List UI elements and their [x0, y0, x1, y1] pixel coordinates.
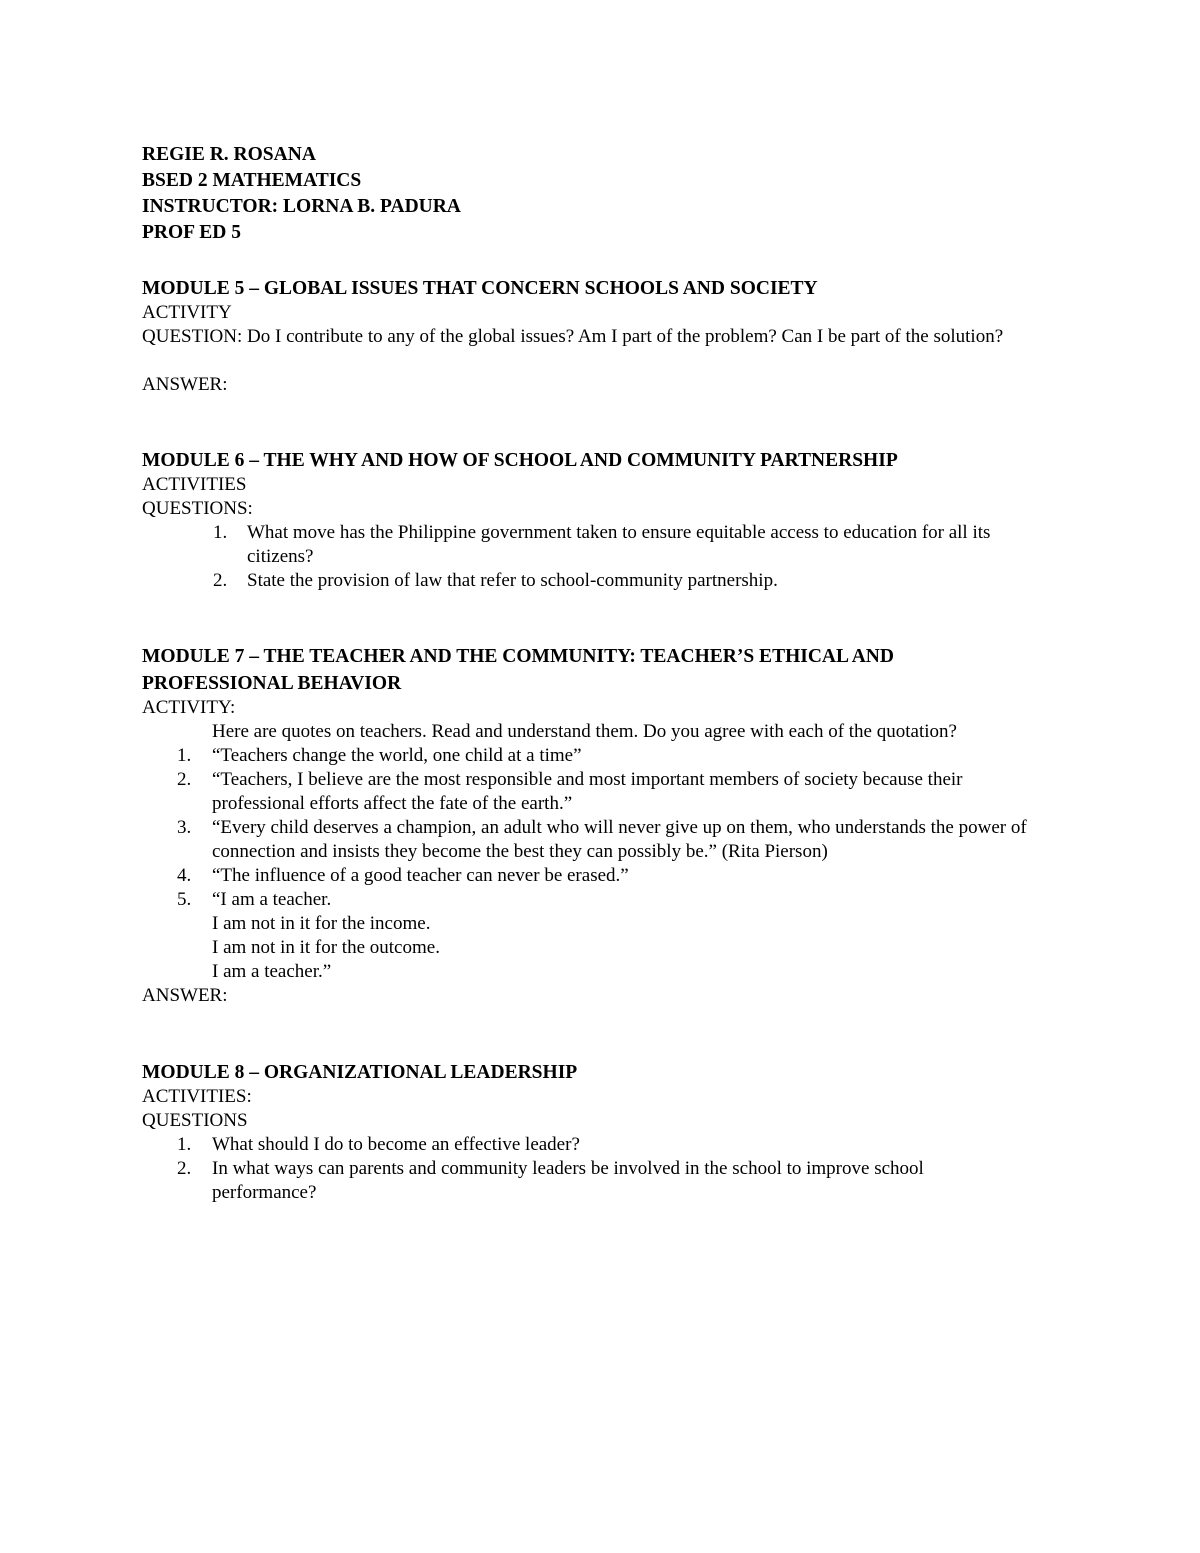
list-number: 1.: [213, 522, 228, 543]
quote-item: [177, 744, 1082, 768]
quote-text-continued: I am a teacher.”: [212, 961, 332, 982]
list-number: 1.: [177, 1134, 192, 1155]
module-7-title-line-1: MODULE 7 – THE TEACHER AND THE COMMUNITY: TEACHER’S ETHICAL AND: [142, 646, 894, 667]
quote-text-continued: I am not in it for the outcome.: [212, 937, 440, 958]
quote-text: “Teachers, I believe are the most responsible and most important members of society because their: [212, 769, 963, 790]
list-item-text: What should I do to become an effective leader?: [212, 1134, 580, 1155]
list-item-text: In what ways can parents and community leaders be involved in the school to improve school: [212, 1158, 924, 1179]
module-8-activities-label: ACTIVITIES:: [142, 1086, 252, 1107]
list-number: 2.: [177, 769, 192, 790]
list-item: [177, 1133, 1082, 1157]
instructor: INSTRUCTOR: LORNA B. PADURA: [142, 196, 461, 217]
quote-item: [177, 888, 1082, 984]
quote-text-continued: I am not in it for the income.: [212, 913, 431, 934]
list-number: 3.: [177, 817, 192, 838]
quote-item: [177, 864, 1082, 888]
module-5-section: [142, 277, 1082, 397]
list-item: [177, 1157, 1082, 1205]
quote-text-continued: connection and insists they become the best they can possibly be.” (Rita Pierson): [212, 841, 828, 862]
quote-text: “The influence of a good teacher can never be erased.”: [212, 865, 629, 886]
module-5-activity-label: ACTIVITY: [142, 302, 232, 323]
list-number: 4.: [177, 865, 192, 886]
quote-text: “Every child deserves a champion, an adult who will never give up on them, who understands the power of: [212, 817, 1027, 838]
quote-text: “I am a teacher.: [212, 889, 332, 910]
module-7-intro: Here are quotes on teachers. Read and understand them. Do you agree with each of the quotation?: [212, 721, 957, 742]
module-6-title: MODULE 6 – THE WHY AND HOW OF SCHOOL AND COMMUNITY PARTNERSHIP: [142, 450, 898, 471]
module-6-questions-label: QUESTIONS:: [142, 498, 253, 519]
list-item-text: What move has the Philippine government taken to ensure equitable access to education for all its: [247, 522, 991, 543]
module-8-questions-label: QUESTIONS: [142, 1110, 248, 1131]
list-item-text: State the provision of law that refer to school-community partnership.: [247, 570, 778, 591]
course: BSED 2 MATHEMATICS: [142, 170, 362, 191]
module-7-section: [142, 645, 1082, 1008]
module-8-title: MODULE 8 – ORGANIZATIONAL LEADERSHIP: [142, 1062, 578, 1083]
student-name: REGIE R. ROSANA: [142, 144, 316, 165]
list-item: [213, 521, 1082, 569]
quote-item: [177, 768, 1082, 816]
subject: PROF ED 5: [142, 222, 241, 243]
module-7-answer-label: ANSWER:: [142, 985, 228, 1006]
list-number: 1.: [177, 745, 192, 766]
module-8-section: [142, 1061, 1082, 1205]
list-number: 5.: [177, 889, 192, 910]
module-7-title-line-2: PROFESSIONAL BEHAVIOR: [142, 673, 402, 694]
list-item-text-continued: performance?: [212, 1182, 317, 1203]
quote-text-continued: professional efforts affect the fate of the earth.”: [212, 793, 573, 814]
list-number: 2.: [213, 570, 228, 591]
quote-text: “Teachers change the world, one child at a time”: [212, 745, 582, 766]
student-header: [142, 143, 1082, 247]
module-5-answer-label: ANSWER:: [142, 374, 228, 395]
module-5-title: MODULE 5 – GLOBAL ISSUES THAT CONCERN SCHOOLS AND SOCIETY: [142, 278, 818, 299]
module-6-section: [142, 449, 1082, 593]
list-item-text-continued: citizens?: [247, 546, 314, 567]
module-7-activity-label: ACTIVITY:: [142, 697, 236, 718]
module-5-question: QUESTION: Do I contribute to any of the global issues? Am I part of the problem? Can I be part of the solution?: [142, 326, 1004, 347]
list-item: [213, 569, 1082, 593]
module-6-activities-label: ACTIVITIES: [142, 474, 247, 495]
list-number: 2.: [177, 1158, 192, 1179]
quote-item: [177, 816, 1082, 864]
